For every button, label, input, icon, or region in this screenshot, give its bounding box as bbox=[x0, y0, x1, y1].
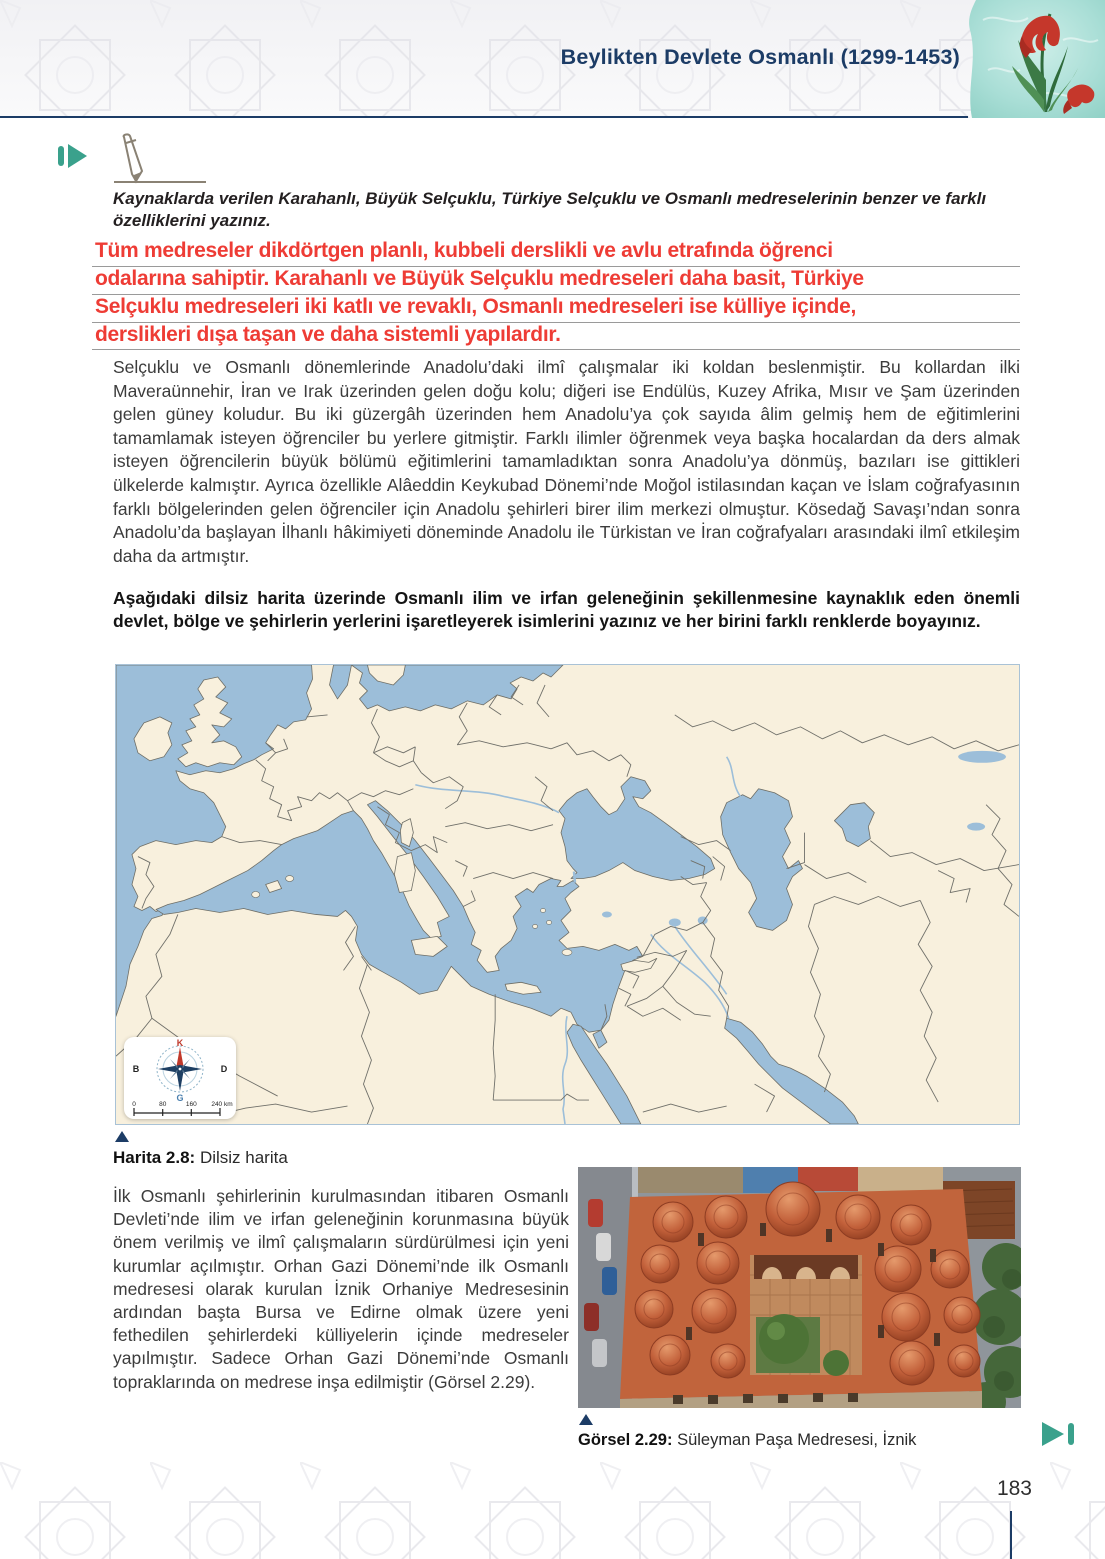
pencil-icon bbox=[106, 133, 216, 187]
handwritten-answer-line: odalarına sahiptir. Karahanlı ve Büyük Selçuklu medreseleri daha basit, Türkiye bbox=[95, 267, 864, 290]
scale-tick-label: 160 bbox=[185, 1101, 197, 1108]
map-caption bbox=[113, 1148, 613, 1168]
body-paragraph: İlk Osmanlı şehirlerinin kurulmasından itibaren Osmanlı Devleti’nde ilim ve irfan geleneğinin korunmasına büyük önem verilmiş ve ilmî çalışmaların sürdürülmesi için yeni kurumlar açılmıştır. Orhan Gazi Dönemi’nde ilk Osmanlı medresesi olarak kurulan İznik Orhaniye Medresesinin ardından başta Bursa ve Edirne olmak üzere yeni fethedilen şehirlerdeki külliyelerin içinde medreseler yapılmıştır. Sadece Orhan Gazi Dönemi’nde Osmanlı topraklarında on medrese inşa edilmiştir (Görsel 2.29). bbox=[113, 1186, 569, 1392]
page-number-tick bbox=[1010, 1511, 1012, 1559]
chapter-title: Beylikten Devlete Osmanlı (1299-1453) bbox=[560, 44, 960, 69]
map-caption-label: Harita 2.8: bbox=[113, 1148, 196, 1167]
figure-caption-text: Süleyman Paşa Medresesi, İznik bbox=[677, 1431, 917, 1449]
handwritten-answer-line: Tüm medreseler dikdörtgen planlı, kubbeli derslikli ve avlu etrafında öğrenci bbox=[95, 239, 833, 262]
handwritten-answer-line: derslikleri dışa taşan ve daha sistemli yapılardır. bbox=[95, 323, 561, 346]
compass-rose-icon bbox=[157, 1046, 203, 1092]
header-ornament bbox=[968, 0, 1105, 118]
scale-tick-label: 240 km bbox=[211, 1101, 233, 1108]
figure-caption bbox=[578, 1431, 1038, 1450]
blank-map bbox=[115, 664, 1020, 1125]
body-paragraph: Selçuklu ve Osmanlı dönemlerinde Anadolu’daki ilmî çalışmalar iki koldan beslenmiştir. Bu kollardan ilki Maveraünnehir, İran ve Irak üzerinden gelen doğu kolu; diğeri ise Endülüs, Kuzey Afrika, Mısır ve Şam üzerinden gelen güney koludur. Bu iki güzergâh üzerinden hem Anadolu’ya çok sayıda âlim gelmiş hem de eğitimlerini tamamlamak isteyen öğrenciler bu yerlere gitmiştir. Farklı ilimler öğrenmek veya başka hocalardan da ders almak isteyen öğrencilerin büyük bölümü eğitimlerini tamamladıktan sonra Anadolu’ya dönmüş, bazıları ise gittikleri ülkelerde kalmıştır. Ayrıca özellikle Alâeddin Keykubad Dönemi’nde Moğol istilasından kaçan ve İslam coğrafyasının farklı bölgelerinden gelen öğrenciler için Anadolu şehirleri birer ilim merkezi olmuştur. Kösedağ Savaşı’ndan sonra Anadolu’da başlayan İlhanlı hâkimiyeti döneminde Anadolu ile Türkistan ve İran coğrafyaları arasındaki ilmî etkileşim daha da artmıştır. bbox=[113, 357, 1020, 566]
scale-bar bbox=[134, 1108, 220, 1116]
compass-west-label: B bbox=[132, 1064, 140, 1074]
caption-triangle-icon bbox=[579, 1414, 593, 1425]
map-caption-text: Dilsiz harita bbox=[199, 1148, 288, 1167]
compass-south-label: G bbox=[176, 1093, 184, 1103]
activity-question: Kaynaklarda verilen Karahanlı, Büyük Selçuklu, Türkiye Selçuklu ve Osmanlı medreselerinin benzer ve farklı özelliklerini yazınız. bbox=[113, 189, 987, 230]
section-marker-icon bbox=[57, 142, 89, 170]
header-rule bbox=[0, 116, 968, 118]
caption-triangle-icon bbox=[115, 1131, 129, 1142]
compass-east-label: D bbox=[220, 1064, 228, 1074]
map-task-instruction: Aşağıdaki dilsiz harita üzerinde Osmanlı ilim ve irfan geleneğinin şekillenmesine kaynaklık eden önemli devlet, bölge ve şehirlerin yerlerini işaretleyerek isimlerini yazınız ve her birini farklı renklerde boyayınız. bbox=[113, 588, 1020, 631]
medrese-photo bbox=[578, 1167, 1021, 1408]
compass-scale-card bbox=[124, 1037, 236, 1119]
figure-caption-label: Görsel 2.29: bbox=[578, 1431, 673, 1449]
forward-marker-icon bbox=[1040, 1419, 1076, 1449]
page-number: 183 bbox=[996, 1477, 1032, 1500]
compass-north-label: K bbox=[176, 1038, 184, 1048]
scale-tick-label: 80 bbox=[159, 1101, 167, 1108]
handwritten-answer-line: Selçuklu medreseleri iki katlı ve revaklı, Osmanlı medreseleri ise külliye içinde, bbox=[95, 295, 856, 318]
footer-band bbox=[0, 1462, 1105, 1559]
scale-tick-label: 0 bbox=[132, 1101, 136, 1108]
